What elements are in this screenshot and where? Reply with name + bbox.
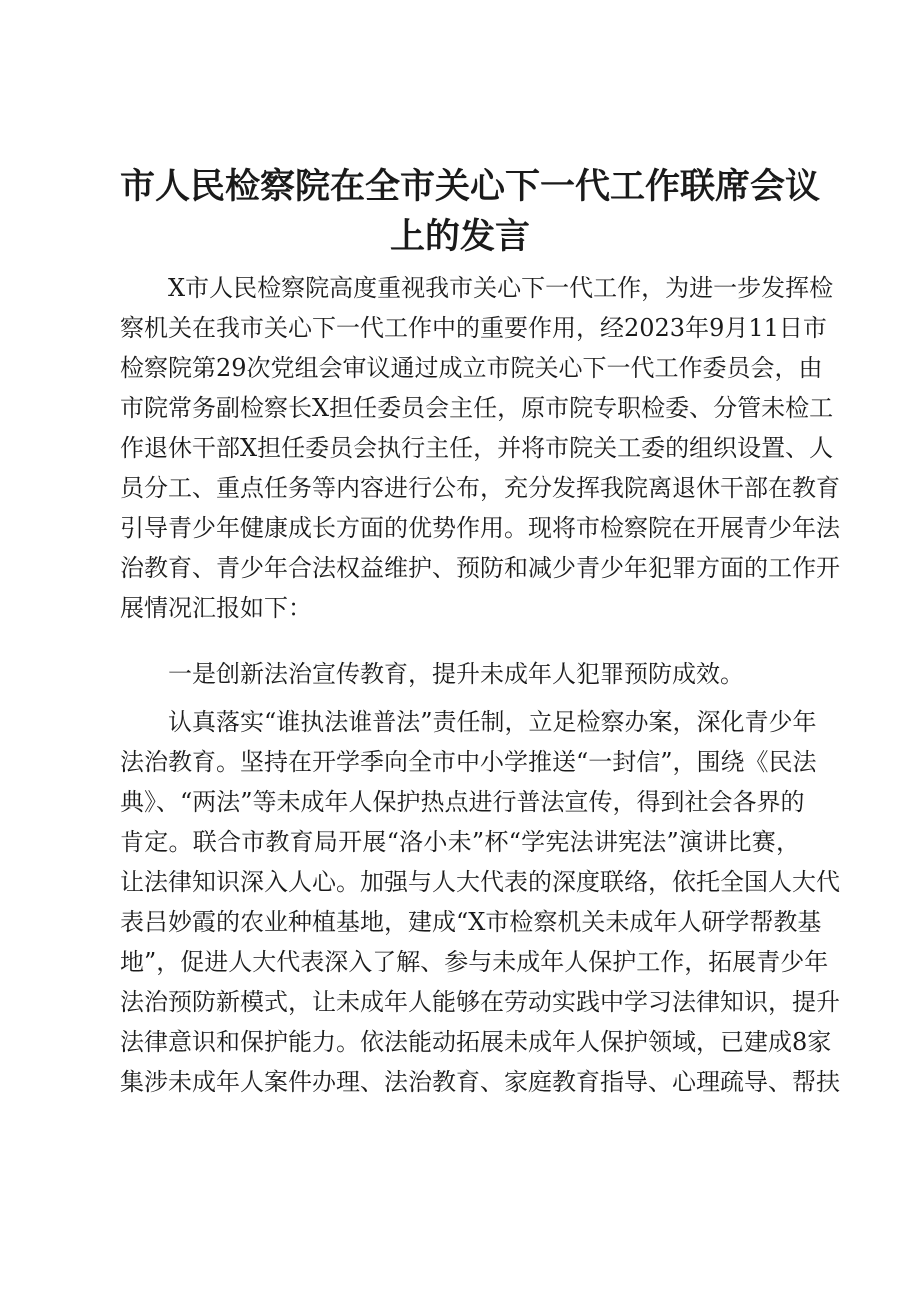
paragraph-2-line-2: 法治教育。坚持在开学季向全市中小学推送“一封信”，围绕《民法 xyxy=(120,748,817,776)
paragraph-2-line-8: 法治预防新模式，让未成年人能够在劳动实践中学习法律知识，提升 xyxy=(120,988,840,1016)
document-title-line-2: 上的发言 xyxy=(389,217,530,257)
paragraph-2-line-5: 让法律知识深入人心。加强与人大代表的深度联络，依托全国人大代 xyxy=(120,868,840,896)
paragraph-2-line-3: 典》、“两法”等未成年人保护热点进行普法宣传，得到社会各界的 xyxy=(120,788,805,816)
paragraph-2-line-10: 集涉未成年人案件办理、法治教育、家庭教育指导、心理疏导、帮扶 xyxy=(120,1068,840,1096)
paragraph-1-line-1: X市人民检察院高度重视我市关心下一代工作，为进一步发挥检 xyxy=(168,274,834,302)
paragraph-1-line-6: 员分工、重点任务等内容进行公布，充分发挥我院离退休干部在教育 xyxy=(120,474,840,502)
paragraph-2-line-1: 认真落实“谁执法谁普法”责任制，立足检察办案，深化青少年 xyxy=(168,708,817,736)
paragraph-1-line-7: 引导青少年健康成长方面的优势作用。现将市检察院在开展青少年法 xyxy=(120,514,840,542)
paragraph-2-line-4: 肯定。联合市教育局开展“洛小未”杯“学宪法讲宪法”演讲比赛， xyxy=(120,828,800,856)
paragraph-1-line-5: 作退休干部X担任委员会执行主任，并将市院关工委的组织设置、人 xyxy=(120,434,834,462)
paragraph-2-line-7: 地”，促进人大代表深入了解、参与未成年人保护工作，拓展青少年 xyxy=(120,948,829,976)
paragraph-2-line-9: 法律意识和保护能力。依法能动拓展未成年人保护领域，已建成8家 xyxy=(120,1028,832,1056)
paragraph-1-line-8: 治教育、青少年合法权益维护、预防和减少青少年犯罪方面的工作开 xyxy=(120,554,840,582)
paragraph-1-line-2: 察机关在我市关心下一代工作中的重要作用，经2023年9月11日市 xyxy=(120,314,827,342)
paragraph-1-line-9: 展情况汇报如下： xyxy=(120,594,312,622)
paragraph-2-line-6: 表吕妙霞的农业种植基地，建成“X市检察机关未成年人研学帮教基 xyxy=(120,908,822,936)
paragraph-1-line-3: 检察院第29次党组会审议通过成立市院关心下一代工作委员会，由 xyxy=(120,354,823,382)
paragraph-1-line-4: 市院常务副检察长X担任委员会主任，原市院专职检委、分管未检工 xyxy=(120,394,834,422)
section-heading: 一是创新法治宣传教育，提升未成年人犯罪预防成效。 xyxy=(168,660,744,688)
document-title-line-1: 市人民检察院在全市关心下一代工作联席会议 xyxy=(120,167,821,207)
